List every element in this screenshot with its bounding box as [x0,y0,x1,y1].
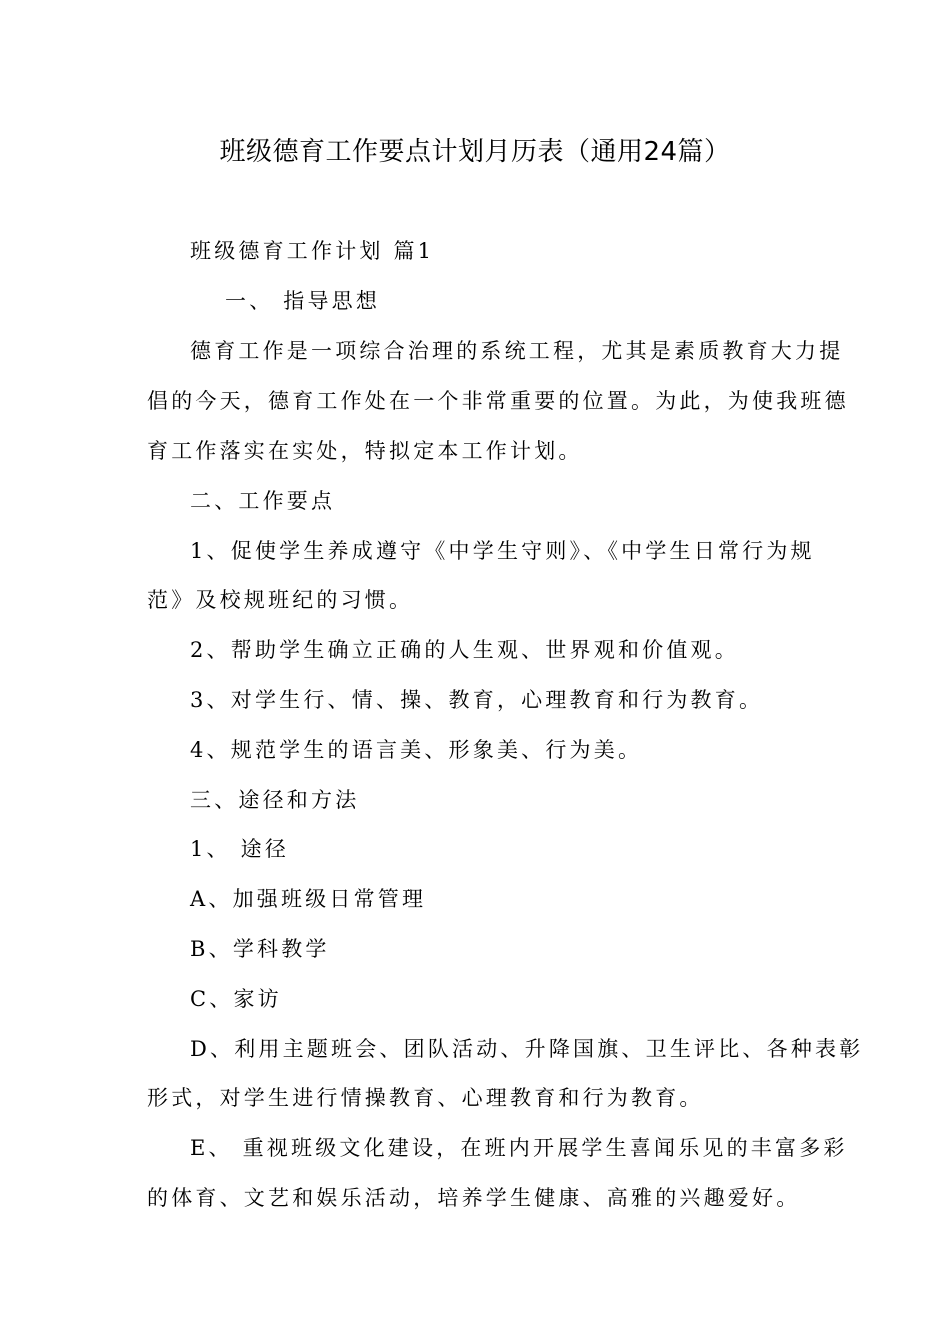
heading-work-points: 二、工作要点 [190,489,336,513]
paragraph-line: 育工作落实在实处，特拟定本工作计划。 [147,439,583,463]
list-item: D、利用主题班会、团队活动、升降国旗、卫生评比、各种表彰 [190,1037,864,1061]
list-item-continuation: 范》及校规班纪的习惯。 [147,588,414,612]
paragraph-line: 德育工作是一项综合治理的系统工程，尤其是素质教育大力提 [190,339,844,363]
list-item-continuation: 形式，对学生进行情操教育、心理教育和行为教育。 [147,1086,704,1110]
heading-approaches-methods: 三、途径和方法 [190,788,360,812]
subheading-approaches: 1、 途径 [190,837,290,861]
document-title: 班级德育工作要点计划月历表（通用24篇） [219,137,731,167]
list-item: B、学科教学 [190,937,330,961]
paragraph-line: 倡的今天，德育工作处在一个非常重要的位置。为此，为使我班德 [147,389,849,413]
list-item: C、家访 [190,987,282,1011]
list-item: A、加强班级日常管理 [190,887,427,911]
heading-guiding-ideology: 一、 指导思想 [225,289,381,313]
section-heading-plan-1: 班级德育工作计划 篇1 [190,239,435,263]
list-item: 4、规范学生的语言美、形象美、行为美。 [190,738,643,762]
list-item: 2、帮助学生确立正确的人生观、世界观和价值观。 [190,638,739,662]
list-item: E、 重视班级文化建设，在班内开展学生喜闻乐见的丰富多彩 [190,1136,848,1160]
list-item: 1、促使学生养成遵守《中学生守则》、《中学生日常行为规 [190,539,815,563]
list-item: 3、对学生行、情、操、教育，心理教育和行为教育。 [190,688,764,712]
list-item-continuation: 的体育、文艺和娱乐活动，培养学生健康、高雅的兴趣爱好。 [147,1186,801,1210]
